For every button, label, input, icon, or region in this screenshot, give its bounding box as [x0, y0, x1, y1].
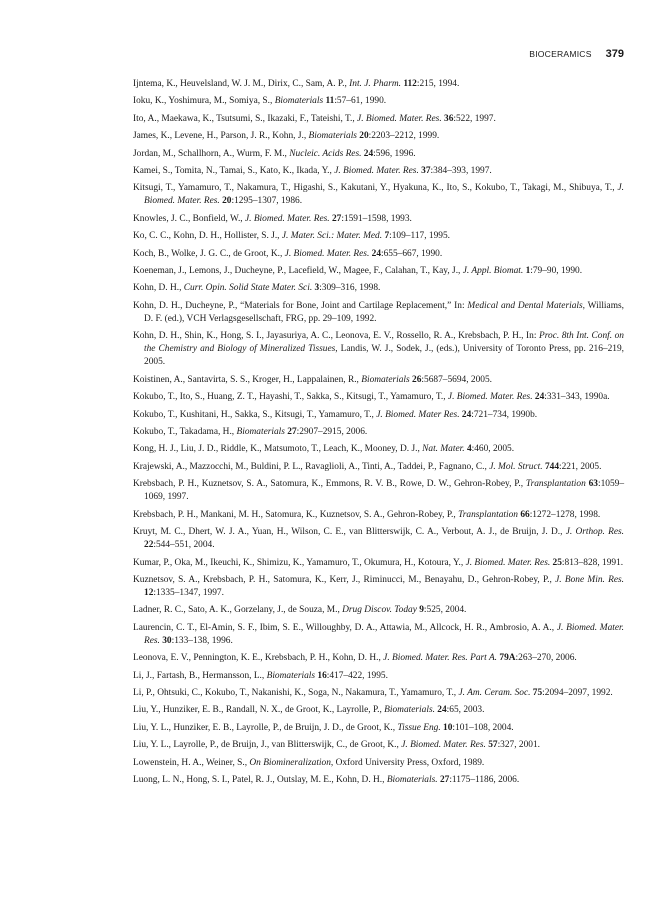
reference-source: J. Biomed. Mater. Res. [284, 248, 370, 259]
reference-text: Kohn, D. H., Ducheyne, P., “Materials for Bone, Joint and Cartilage Replacement,” In: [133, 300, 468, 311]
reference-volume: 20 [222, 196, 232, 207]
reference-text: :2907–2915, 2006. [296, 427, 368, 438]
reference-volume: 63 [588, 479, 598, 490]
reference-source: Proc. 8th Int. Conf. on the Chemistry and Biology of Mineralized Tissues [144, 331, 624, 355]
reference-text: Koistinen, A., Santavirta, S. S., Kroger, H., Lappalainen, R., [133, 374, 362, 385]
reference-source: J. Appl. Biomat. [462, 266, 524, 276]
reference-text: Kamei, S., Tomita, N., Tamai, S., Kato, K., Ikada, Y., [133, 165, 335, 176]
reference-text: Knowles, J. C., Bonfield, W., [133, 213, 245, 224]
reference-volume: 10 [443, 722, 453, 733]
reference-text: Kohn, D. H., Shin, K., Hong, S. I., Jayasuriya, A. C., Leonova, E. V., Rossello, R. A., Krebsbach, P. H., In: [133, 331, 539, 342]
reference-entry [133, 409, 624, 422]
reference-text: Laurencin, C. T., El-Amin, S. F., Ibim, S. E., Willoughby, D. A., Attawia, M., Allcock, H. R., Ambrosio, A. A., [133, 622, 557, 633]
reference-text: :109–117, 1995. [389, 231, 450, 242]
reference-text: :101–108, 2004. [452, 722, 514, 733]
reference-text: , Oxford University Press, Oxford, 1989. [330, 757, 485, 768]
reference-volume: 36 [444, 113, 454, 124]
reference-entry [133, 461, 624, 474]
reference-source: Transplantation [458, 509, 518, 520]
reference-text: Kumar, P., Oka, M., Ikeuchi, K., Shimizu, K., Yamamuro, T., Okumura, H., Kotoura, Y., [133, 557, 466, 568]
reference-entry [133, 148, 624, 161]
reference-entry [133, 300, 624, 326]
reference-volume: 30 [162, 635, 172, 646]
reference-entry [133, 330, 624, 369]
reference-entry [133, 722, 624, 735]
reference-text: Li, J., Fartash, B., Hermansson, L., [133, 670, 267, 681]
reference-text: Kuznetsov, S. A., Krebsbach, P. H., Satomura, K., Kerr, J., Riminucci, M., Benayahu, D., Gehron-Robey, P., [133, 574, 556, 585]
reference-source: Biomaterials [308, 131, 357, 142]
reference-text: :813–828, 1991. [561, 557, 624, 568]
reference-entry [133, 130, 624, 143]
reference-text: :544–551, 2004. [153, 540, 215, 551]
reference-source: Tissue Eng. [397, 722, 441, 733]
reference-text: :1272–1278, 1998. [529, 509, 601, 520]
reference-text: Leonova, E. V., Pennington, K. E., Krebsbach, P. H., Kohn, D. H., [133, 653, 384, 664]
reference-entry [133, 757, 624, 770]
reference-text: :5687–5694, 2005. [421, 374, 492, 385]
reference-text: Koeneman, J., Lemons, J., Ducheyne, P., Lacefield, W., Magee, F., Calahan, T., Kay, J., [133, 266, 463, 276]
reference-text: Ijntema, K., Heuvelsland, W. J. M., Dirix, C., Sam, A. P., [133, 79, 350, 89]
reference-text: :2094–2097, 1992. [542, 688, 613, 699]
reference-text: :65, 2003. [446, 705, 485, 716]
reference-text: Jordan, M., Schallhorn, A., Wurm, F. M., [133, 148, 290, 159]
reference-text: Ioku, K., Yoshimura, M., Somiya, S., [133, 96, 275, 107]
reference-text: :221, 2005. [559, 461, 602, 472]
reference-text: Kokubo, T., Takadama, H., [133, 427, 237, 438]
reference-list [133, 78, 624, 791]
reference-entry [133, 230, 624, 243]
reference-entry [133, 670, 624, 683]
reference-source: Biomaterials [236, 427, 285, 438]
reference-source: J. Biomed. Mater. Res. [144, 183, 624, 207]
section-title: BIOCERAMICS [529, 49, 592, 59]
reference-source: J. Biomed. Mater. Res. [465, 557, 551, 568]
reference-volume: 112 [403, 79, 417, 89]
reference-text: :57–61, 1990. [334, 96, 387, 107]
reference-entry [133, 574, 624, 600]
reference-text: Krebsbach, P. H., Kuznetsov, S. A., Satomura, K., Emmons, R. V. B., Rowe, D. W., Gehron-Robey, P., [133, 479, 526, 490]
reference-text: Koch, B., Wolke, J. G. C., de Groot, K., [133, 248, 285, 259]
reference-entry [133, 95, 624, 108]
reference-source: Int. J. Pharm. [349, 79, 401, 89]
reference-text: :263–270, 2006. [515, 653, 577, 664]
reference-entry [133, 213, 624, 226]
reference-volume: 57 [488, 740, 498, 751]
reference-entry [133, 687, 624, 700]
reference-text: Kokubo, T., Kushitani, H., Sakka, S., Kitsugi, T., Yamamuro, T., [133, 409, 377, 420]
reference-entry [133, 165, 624, 178]
reference-text: Luong, L. N., Hong, S. I., Patel, R. J., Outslay, M. E., Kohn, D. H., [133, 775, 387, 786]
reference-entry [133, 391, 624, 404]
reference-entry [133, 774, 624, 787]
reference-volume: 1 [525, 266, 531, 276]
reference-text: :1295–1307, 1986. [231, 196, 303, 207]
reference-volume: 27 [331, 213, 342, 224]
reference-text: :1591–1598, 1993. [341, 213, 412, 224]
reference-source: Transplantation [525, 479, 586, 490]
reference-source: Curr. Opin. Solid State Mater. Sci. [183, 283, 313, 294]
reference-text: :721–734, 1990b. [471, 409, 538, 420]
reference-text: Ladner, R. C., Sato, A. K., Gorzelany, J., de Souza, M., [133, 605, 343, 616]
reference-text: :79–90, 1990. [530, 266, 583, 276]
reference-entry [133, 652, 624, 665]
reference-text: :1059–1069, 1997. [144, 479, 625, 503]
reference-source: Nat. Mater. [422, 444, 465, 455]
reference-volume: 66 [520, 509, 530, 520]
reference-entry [133, 426, 624, 439]
reference-entry [133, 604, 624, 617]
reference-text: Kitsugi, T., Yamamuro, T., Nakamura, T., Higashi, S., Kakutani, Y., Hyakuna, K., Ito, S., Kokubo, T., Takagi, M., Shibuya, T., [133, 183, 618, 194]
reference-text: , Landis, W. J., Sodek, J., (eds.), University of Toronto Press, pp. 216–219, 2005. [144, 344, 624, 368]
reference-text: :331–343, 1990a. [544, 392, 610, 403]
reference-source: J. Biomed. Mater. Res. [447, 392, 533, 403]
reference-entry [133, 622, 624, 648]
reference-volume: 27 [287, 427, 297, 438]
reference-text: Lowenstein, H. A., Weiner, S., [133, 757, 250, 768]
running-head [133, 48, 624, 64]
reference-source: J. Mol. Struct. [489, 461, 543, 472]
reference-text: Kohn, D. H., [133, 283, 184, 294]
reference-entry [133, 182, 624, 208]
reference-volume: 744 [544, 461, 559, 472]
reference-volume: 16 [317, 670, 327, 681]
reference-source: J. Biomed. Mater. Res. [334, 165, 419, 176]
reference-volume: 24 [371, 248, 382, 259]
reference-text: James, K., Levene, H., Parson, J. R., Kohn, J., [133, 131, 309, 142]
reference-text: , Williams, D. F. (ed.), VCH Verlagsgesellschaft, FRG, pp. 29–109, 1992. [144, 300, 624, 324]
reference-text: :417–422, 1995. [326, 670, 388, 681]
reference-text: :1335–1347, 1997. [153, 588, 224, 599]
reference-volume: 37 [421, 165, 431, 176]
reference-volume: 24 [534, 392, 545, 403]
reference-text: :460, 2005. [471, 444, 515, 455]
reference-text: Krajewski, A., Mazzocchi, M., Buldini, P. L., Ravaglioli, A., Tinti, A., Taddei, P., Fagnano, C., [133, 461, 490, 472]
reference-entry [133, 526, 624, 552]
reference-source: J. Biomed. Mater Res. [376, 409, 460, 420]
reference-text: :1175–1186, 2006. [449, 775, 520, 786]
reference-source: Biomaterials. [386, 775, 438, 786]
reference-entry [133, 248, 624, 261]
reference-text: :327, 2001. [497, 740, 541, 751]
reference-source: J. Biomed. Mater. Res. [401, 740, 486, 751]
reference-volume: 20 [359, 131, 369, 142]
reference-text: :522, 1997. [453, 113, 496, 124]
reference-volume: 12 [144, 588, 154, 599]
reference-volume: 7 [384, 231, 390, 242]
reference-volume: 27 [439, 775, 450, 786]
reference-text: Kong, H. J., Liu, J. D., Riddle, K., Matsumoto, T., Leach, K., Mooney, D. J., [133, 444, 423, 455]
reference-text: Kokubo, T., Ito, S., Huang, Z. T., Hayashi, T., Sakka, S., Kitsugi, T., Yamamuro, T., [133, 392, 448, 403]
reference-text: Krebsbach, P. H., Mankani, M. H., Satomura, K., Kuznetsov, S. A., Gehron-Robey, P., [133, 509, 459, 520]
reference-volume: 25 [552, 557, 562, 568]
reference-entry [133, 78, 624, 91]
reference-source: J. Bone Min. Res. [555, 574, 624, 585]
reference-volume: 4 [466, 444, 472, 455]
reference-source: J. Biomed. Mater. Res. Part A. [383, 653, 498, 664]
reference-entry [133, 265, 624, 278]
reference-entry [133, 704, 624, 717]
reference-source: J. Orthop. Res. [565, 527, 624, 538]
reference-entry [133, 113, 624, 126]
reference-volume: 24 [363, 148, 374, 159]
reference-text: Ito, A., Maekawa, K., Tsutsumi, S., Ikazaki, F., Tateishi, T., [133, 113, 358, 124]
reference-volume: 9 [419, 605, 424, 616]
reference-source: Medical and Dental Materials [467, 300, 583, 311]
reference-source: J. Biomed. Mater. Res. [144, 622, 625, 646]
reference-volume: 79A [499, 653, 516, 664]
reference-entry [133, 374, 624, 387]
reference-volume: 22 [144, 540, 154, 551]
reference-volume: 11 [325, 96, 335, 107]
reference-text: :309–316, 1998. [319, 283, 381, 294]
reference-entry [133, 443, 624, 456]
reference-text: Liu, Y. L., Layrolle, P., de Bruijn, J., van Blitterswijk, C., de Groot, K., [133, 740, 402, 751]
reference-entry [133, 478, 624, 504]
reference-source: J. Am. Ceram. Soc. [458, 688, 531, 699]
reference-source: Biomaterials [266, 670, 316, 681]
reference-volume: 24 [461, 409, 472, 420]
reference-volume: 3 [314, 283, 320, 294]
reference-entry [133, 282, 624, 295]
reference-text: Liu, Y. L., Hunziker, E. B., Layrolle, P., de Bruijn, J. D., de Groot, K., [133, 722, 398, 733]
reference-text: :596, 1996. [373, 148, 416, 159]
reference-source: J. Mater. Sci.: Mater. Med. [281, 231, 383, 242]
reference-text: :384–393, 1997. [430, 165, 492, 176]
reference-text: Kruyt, M. C., Dhert, W. J. A., Yuan, H., Wilson, C. E., van Blitterswijk, C. A., Verbout, A. J., de Bruijn, J. D., [133, 527, 566, 538]
reference-volume: 24 [437, 705, 447, 716]
reference-source: Drug Discov. Today [342, 605, 417, 616]
reference-source: J. Biomed. Mater. Res. [244, 213, 330, 224]
reference-text: Liu, Y., Hunziker, E. B., Randall, N. X., de Groot, K., Layrolle, P., [133, 705, 385, 716]
reference-entry [133, 739, 624, 752]
reference-text: Li, P., Ohtsuki, C., Kokubo, T., Nakanishi, K., Soga, N., Nakamura, T., Yamamuro, T., [133, 688, 459, 699]
reference-source: Biomaterials. [384, 705, 435, 716]
reference-text: Ko, C. C., Kohn, D. H., Hollister, S. J., [133, 231, 282, 242]
reference-text: :655–667, 1990. [381, 248, 443, 259]
reference-volume: 75 [532, 688, 543, 699]
reference-entry [133, 557, 624, 570]
reference-source: Biomaterials [361, 374, 410, 385]
reference-text: :525, 2004. [423, 605, 467, 616]
reference-source: Nucleic. Acids Res. [289, 148, 362, 159]
reference-text: :215, 1994. [416, 79, 460, 89]
reference-text: :133–138, 1996. [171, 635, 233, 646]
reference-source: Biomaterials [274, 96, 324, 107]
page-number: 379 [605, 48, 624, 60]
reference-source: J. Biomed. Mater. Res. [357, 113, 442, 124]
reference-entry [133, 509, 624, 522]
reference-source: On Biomineralization [249, 757, 331, 768]
reference-text: :2203–2212, 1999. [368, 131, 440, 142]
reference-volume: 26 [412, 374, 422, 385]
